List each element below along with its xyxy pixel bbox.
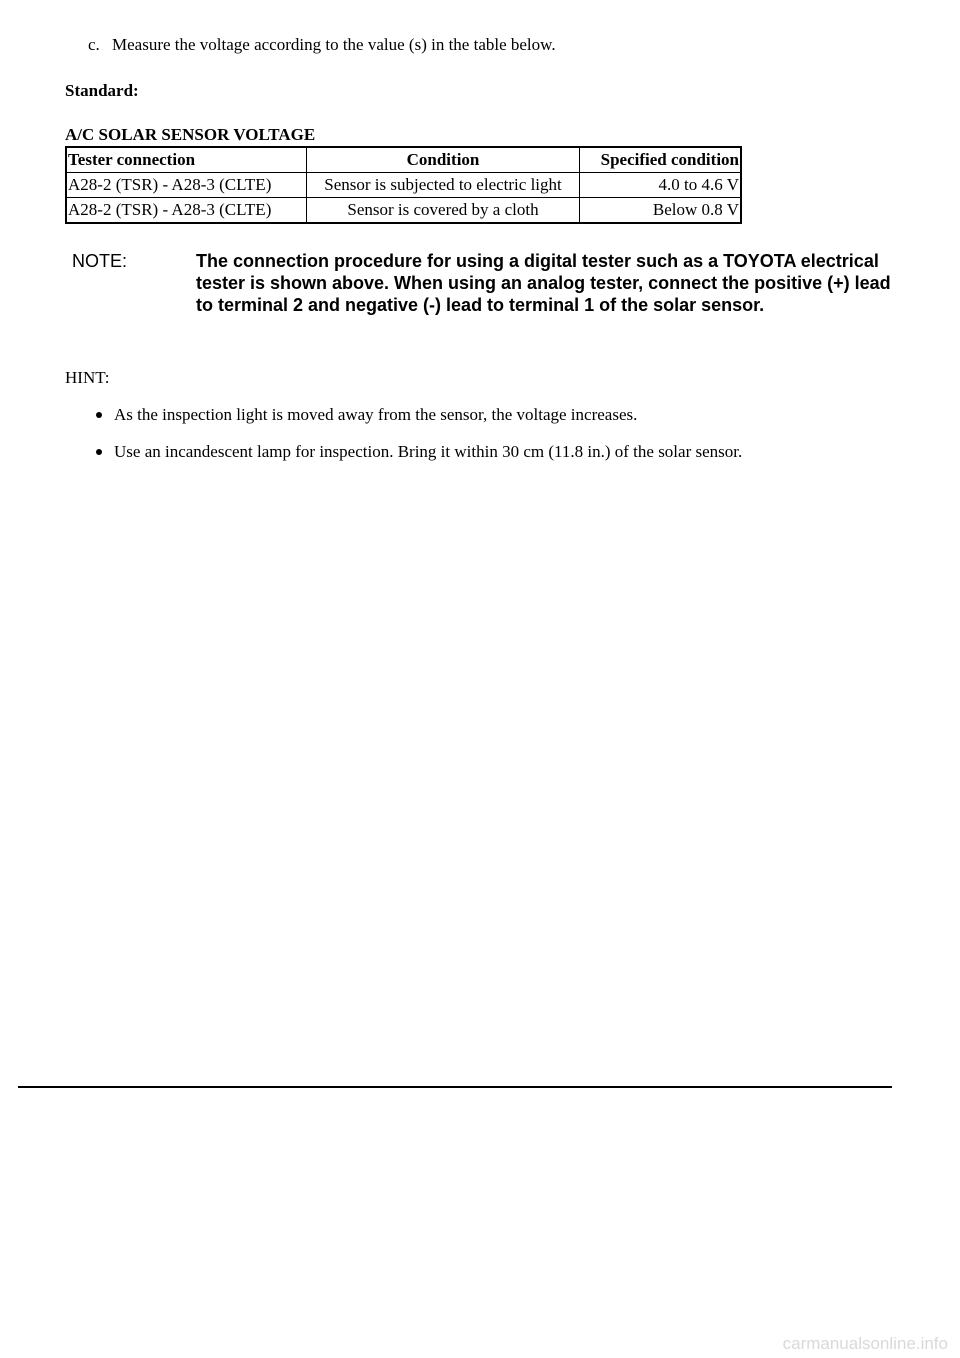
- table-header-row: [66, 147, 741, 173]
- table-row: [66, 198, 741, 224]
- cell-tester-connection: A28-2 (TSR) - A28-3 (CLTE): [66, 173, 307, 198]
- bullet-icon: [96, 412, 102, 418]
- watermark: carmanualsonline.info: [782, 1334, 948, 1353]
- hint-text: Use an incandescent lamp for inspection. Bring it within 30 cm (11.8 in.) of the solar sensor.: [114, 442, 743, 461]
- note-label: NOTE:: [72, 251, 128, 271]
- cell-tester-connection: A28-2 (TSR) - A28-3 (CLTE): [66, 198, 307, 224]
- hint-label: HINT:: [65, 368, 110, 387]
- header-tester-connection: Tester connection: [66, 147, 307, 173]
- bullet-icon: [96, 449, 102, 455]
- procedure-step: [88, 34, 556, 56]
- voltage-spec-table: [65, 146, 742, 224]
- note-text: The connection procedure for using a digital tester such as a TOYOTA electrical tester is shown above. When using an analog tester, connect the positive (+) lead to terminal 2 and negative (-) lead to terminal 1 of the solar sensor.: [196, 251, 891, 315]
- cell-specified-condition: Below 0.8 V: [580, 198, 742, 224]
- standard-label: Standard:: [65, 81, 139, 100]
- cell-condition: Sensor is covered by a cloth: [307, 198, 580, 224]
- table-title: A/C SOLAR SENSOR VOLTAGE: [65, 125, 316, 144]
- hint-list: [88, 404, 742, 478]
- step-marker: c.: [88, 35, 100, 54]
- cell-condition: Sensor is subjected to electric light: [307, 173, 580, 198]
- table-row: [66, 173, 741, 198]
- page-divider: [18, 1086, 892, 1088]
- header-condition: Condition: [307, 147, 580, 173]
- list-item: [88, 441, 742, 463]
- step-text: Measure the voltage according to the value (s) in the table below.: [112, 35, 556, 54]
- header-specified-condition: Specified condition: [580, 147, 742, 173]
- list-item: [88, 404, 742, 426]
- hint-text: As the inspection light is moved away from the sensor, the voltage increases.: [114, 405, 638, 424]
- cell-specified-condition: 4.0 to 4.6 V: [580, 173, 742, 198]
